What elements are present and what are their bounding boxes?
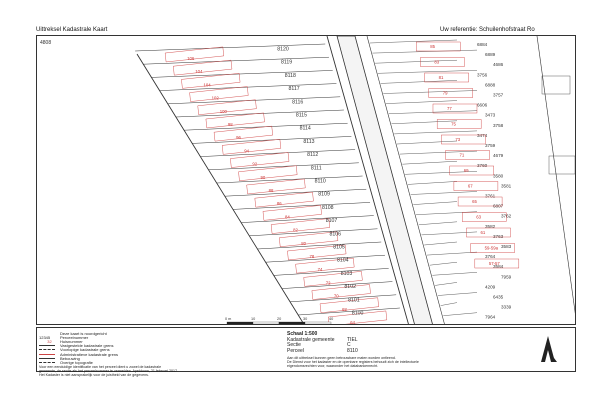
parcel-boundary xyxy=(192,136,351,143)
scale-segment xyxy=(227,322,253,324)
parcel-boundary xyxy=(241,216,374,223)
parcel-number-right: 4686 xyxy=(493,62,504,68)
house-number: 96 xyxy=(236,135,241,141)
parcel-boundary xyxy=(233,202,370,209)
parcel-number-right: 3581 xyxy=(501,183,512,189)
parcel-boundary-right xyxy=(386,101,457,104)
parcel-number: 8104 xyxy=(336,257,349,264)
parcel-number-right: 3758 xyxy=(493,122,504,128)
house-number: 90 xyxy=(260,174,266,180)
house-number-right: 59-59a xyxy=(484,245,499,251)
parcel-number: 8118 xyxy=(284,72,296,79)
house-number: 102 xyxy=(211,95,219,101)
parcel-boundary xyxy=(200,150,355,157)
scale-segment xyxy=(253,322,279,324)
parcel-number-right: 6889 xyxy=(485,52,496,58)
sectie-value: C xyxy=(347,342,351,348)
parcel-boundary xyxy=(290,295,396,302)
east-building xyxy=(549,156,575,174)
parcel-number: 8101 xyxy=(348,297,360,304)
parcel-number-right: 3473 xyxy=(485,112,496,118)
parcel-boundary xyxy=(257,242,381,249)
house-number: 106 xyxy=(187,56,195,61)
parcel-number: 8113 xyxy=(303,138,315,145)
scale-segment xyxy=(279,322,305,324)
parcel-number-right: 6807 xyxy=(493,203,504,209)
kadaster-logo-icon xyxy=(537,332,559,366)
perceel-label: Perceel xyxy=(287,347,304,354)
reference-label: Uw referentie: Schuilenhofstraat Ro xyxy=(440,27,535,33)
parcel-number: 8107 xyxy=(325,218,338,225)
house-number-right: 85 xyxy=(430,44,436,49)
legend-panel xyxy=(36,327,576,377)
scale-label: 40 xyxy=(329,317,334,321)
road-strip xyxy=(337,36,436,325)
scale-label: 10 xyxy=(251,317,256,321)
left-block-west-edge xyxy=(137,54,308,325)
parcel-number-right: 6888 xyxy=(485,82,496,88)
house-number-right: 61 xyxy=(480,230,486,235)
parcel-number-right: 3584 xyxy=(493,264,504,270)
house-number-right: 83 xyxy=(434,59,440,65)
legend-list xyxy=(39,331,177,377)
house-number: 104 xyxy=(203,82,211,88)
parcel-boundary xyxy=(160,84,337,91)
parcel-number-right: 3760 xyxy=(477,163,488,169)
parcel-number: 8116 xyxy=(292,99,304,106)
parcel-boundary-right xyxy=(441,303,457,306)
building-outline xyxy=(173,60,232,75)
parcel-boundary-right xyxy=(397,141,457,144)
parcel-number-right: 3759 xyxy=(485,143,496,148)
house-number: 84 xyxy=(284,214,290,220)
house-number-right: 77 xyxy=(446,106,452,111)
parcel-boundary-right xyxy=(432,272,477,275)
parcel-number: 8105 xyxy=(333,244,345,251)
legend-item-perceelnummer: Perceelnummer xyxy=(60,334,89,340)
footer-line-3: Het Kadaster is niet aansprakelijk voor de juistheid van de gegevens. xyxy=(39,372,149,377)
parcel-boundary xyxy=(135,44,325,51)
parcel-number: 8112 xyxy=(307,152,319,159)
legend-item-vastgesteld: Vastgestelde kadastrale grens xyxy=(60,343,114,349)
legend-item-north: Deze kaart is noordgericht xyxy=(60,330,107,336)
parcel-number-right: 3757 xyxy=(493,92,504,98)
parcel-number: 8103 xyxy=(340,270,353,277)
house-number-right: 75 xyxy=(451,121,456,127)
house-number: 72 xyxy=(325,280,331,286)
parcel-boundary-right xyxy=(419,222,457,225)
scale-label: 30 xyxy=(303,317,308,321)
cadastral-map[interactable] xyxy=(36,35,576,325)
info-perceel xyxy=(287,348,419,354)
legend-item-voorlopig: Voorlopige kadastrale grens xyxy=(60,347,110,353)
parcel-number-right: 3764 xyxy=(485,254,496,260)
parcel-boundary xyxy=(282,282,393,289)
building-outline xyxy=(165,47,224,62)
parcel-number-right: 4209 xyxy=(485,284,496,290)
legend-item-bebouwing: Bebouwing xyxy=(60,355,80,361)
parcel-number-right: 3580 xyxy=(493,173,504,179)
parcel-boundary-right xyxy=(416,212,477,215)
parcel-number-right: 4679 xyxy=(493,153,504,159)
house-number: 94 xyxy=(244,148,249,154)
parcel-number: 8117 xyxy=(288,86,300,93)
house-number: 64 xyxy=(350,320,355,325)
parcel-boundary-right xyxy=(394,131,477,134)
parcel-boundary-right xyxy=(383,91,477,94)
building-outline-right xyxy=(437,120,481,129)
parcel-boundary-right xyxy=(435,282,457,285)
house-number: 104 xyxy=(195,69,203,75)
house-number: 70 xyxy=(333,293,339,299)
house-number-right: 57-57 xyxy=(488,261,500,266)
house-number: 92 xyxy=(252,161,258,167)
parcel-boundary xyxy=(217,176,363,183)
parcel-boundary xyxy=(225,189,366,196)
parcel-number-right: 3762 xyxy=(501,213,512,219)
disclaimer-1: Aan dit uittreksel kunnen geen betrouwbare maten worden ontleend. xyxy=(287,356,396,360)
house-number: 68 xyxy=(342,306,347,312)
house-number: 88 xyxy=(268,188,274,193)
parcel-boundary-right xyxy=(430,262,457,265)
building-outline-right xyxy=(416,42,460,51)
building-outline xyxy=(190,87,249,102)
building-outline xyxy=(181,73,240,88)
parcel-number-right: 3339 xyxy=(501,304,512,310)
footer-line-2: gemeente, de sectie als het perceelnummer te vermelden. Apeldoorn, 21 februari 2017 xyxy=(39,368,178,373)
parcel-boundary xyxy=(143,57,329,64)
legend-item-huisnummer: Huisnummer xyxy=(60,338,83,344)
parcel-boundary-right xyxy=(402,161,457,164)
sectie-label: Sectie xyxy=(287,342,301,348)
parcel-number: 8108 xyxy=(322,204,334,211)
parcel-number: 8109 xyxy=(318,191,330,198)
east-building xyxy=(542,76,570,94)
gemeente-label: Kadastrale gemeente xyxy=(287,336,335,343)
parcel-number-right: 6606 xyxy=(477,102,488,108)
parcel-boundary xyxy=(151,70,332,77)
building-outline-right xyxy=(420,58,464,67)
parcel-number: 8106 xyxy=(329,231,342,238)
parcel-boundary-right xyxy=(427,252,477,255)
parcel-number: 8115 xyxy=(295,112,308,119)
parcel-boundary-right xyxy=(375,60,457,63)
house-number: 82 xyxy=(293,227,298,233)
perceel-value: 8110 xyxy=(347,347,358,354)
parcel-number-right: 3763 xyxy=(493,233,504,239)
parcel-number-right: 7959 xyxy=(501,274,512,280)
parcel-boundary xyxy=(298,308,400,315)
house-number-right: 67 xyxy=(467,183,473,189)
building-outline-right xyxy=(429,89,473,98)
parcel-number-right: 3474 xyxy=(477,132,488,138)
parcel-number: 8120 xyxy=(277,46,289,53)
house-number: 98 xyxy=(227,122,233,127)
parcel-number-right: 3756 xyxy=(477,72,488,78)
parcel-number: 8102 xyxy=(344,284,356,291)
house-number-right: 63 xyxy=(476,214,482,220)
house-number-right: 69 xyxy=(463,168,469,173)
parcel-number-right: 7964 xyxy=(485,314,496,320)
legend-item-topografie: Overige topografie xyxy=(60,359,93,365)
scale-label: 20 xyxy=(277,317,282,321)
parcel-boundary-right xyxy=(411,192,477,195)
parcel-number-right: 3583 xyxy=(501,244,512,249)
parcel-number: 8114 xyxy=(299,125,311,132)
scale-segment xyxy=(305,322,331,324)
building-outline-right xyxy=(433,104,477,113)
parcel-boundary-right xyxy=(370,40,457,43)
house-number: 78 xyxy=(309,254,315,259)
parcel-number-right: 3582 xyxy=(485,223,496,229)
parcel-boundary-right xyxy=(372,50,477,53)
disclaimer-3: eigendomsrechten voor, waaronder het databankenrecht. xyxy=(287,364,379,368)
scale-label: 0 m xyxy=(225,317,232,321)
parcel-info xyxy=(287,331,419,368)
house-number-example: 12345 xyxy=(39,334,51,340)
parcel-boundary-right xyxy=(400,151,477,154)
parcel-number: 8119 xyxy=(280,59,293,66)
footer-line-1: Voor een eenduidige identificatie van het perceel dient u zowel de kadastrale xyxy=(39,364,162,369)
parcel-number: 8111 xyxy=(310,165,322,172)
map-title: Uittreksel Kadastrale Kaart xyxy=(36,27,108,33)
house-number: 86 xyxy=(276,201,282,207)
house-number-right: 65 xyxy=(472,199,477,204)
parcel-number: 8100 xyxy=(351,310,364,317)
building-outline-right xyxy=(466,228,510,237)
map-top-label: 4808 xyxy=(40,40,52,46)
house-number-right: 71 xyxy=(459,152,465,158)
parcel-boundary xyxy=(249,229,377,236)
parcel-number: 8110 xyxy=(314,178,326,185)
parcel-number-right: 6884 xyxy=(477,42,488,47)
parcel-boundary-right xyxy=(413,202,457,205)
parcel-number-right: 6435 xyxy=(493,294,504,300)
house-number-right: 79 xyxy=(442,90,448,96)
parcel-boundary-right xyxy=(443,313,477,316)
map-canvas xyxy=(37,36,576,325)
legend-item-administratief: Administratieve kadastrale grens xyxy=(60,351,119,357)
house-number: 74 xyxy=(317,267,323,273)
parcel-boundary-right xyxy=(422,232,477,235)
parcel-boundary-right xyxy=(408,181,457,184)
gemeente-value: TIEL xyxy=(347,336,358,343)
parcel-boundary xyxy=(168,97,340,104)
parcel-boundary-right xyxy=(438,293,477,296)
house-number-right: 73 xyxy=(455,137,461,142)
scale-text: Schaal 1:500 xyxy=(287,331,318,337)
house-number-right: 81 xyxy=(438,75,444,80)
house-number: 80 xyxy=(301,240,307,246)
building-outline-right xyxy=(462,213,506,222)
parcel-boundary-right xyxy=(392,121,457,124)
house-number: 100 xyxy=(219,108,227,114)
house-number-example2: 32 xyxy=(47,338,52,344)
disclaimer-2: De Dienst voor het kadaster en de openbare registers behoudt zich de intellectuele xyxy=(287,360,419,364)
building-outline-right xyxy=(454,182,498,191)
left-block-east-edge xyxy=(327,36,409,325)
building-outline-right xyxy=(446,151,490,160)
parcel-boundary-right xyxy=(424,242,457,245)
parcel-number-right: 3761 xyxy=(485,193,496,199)
